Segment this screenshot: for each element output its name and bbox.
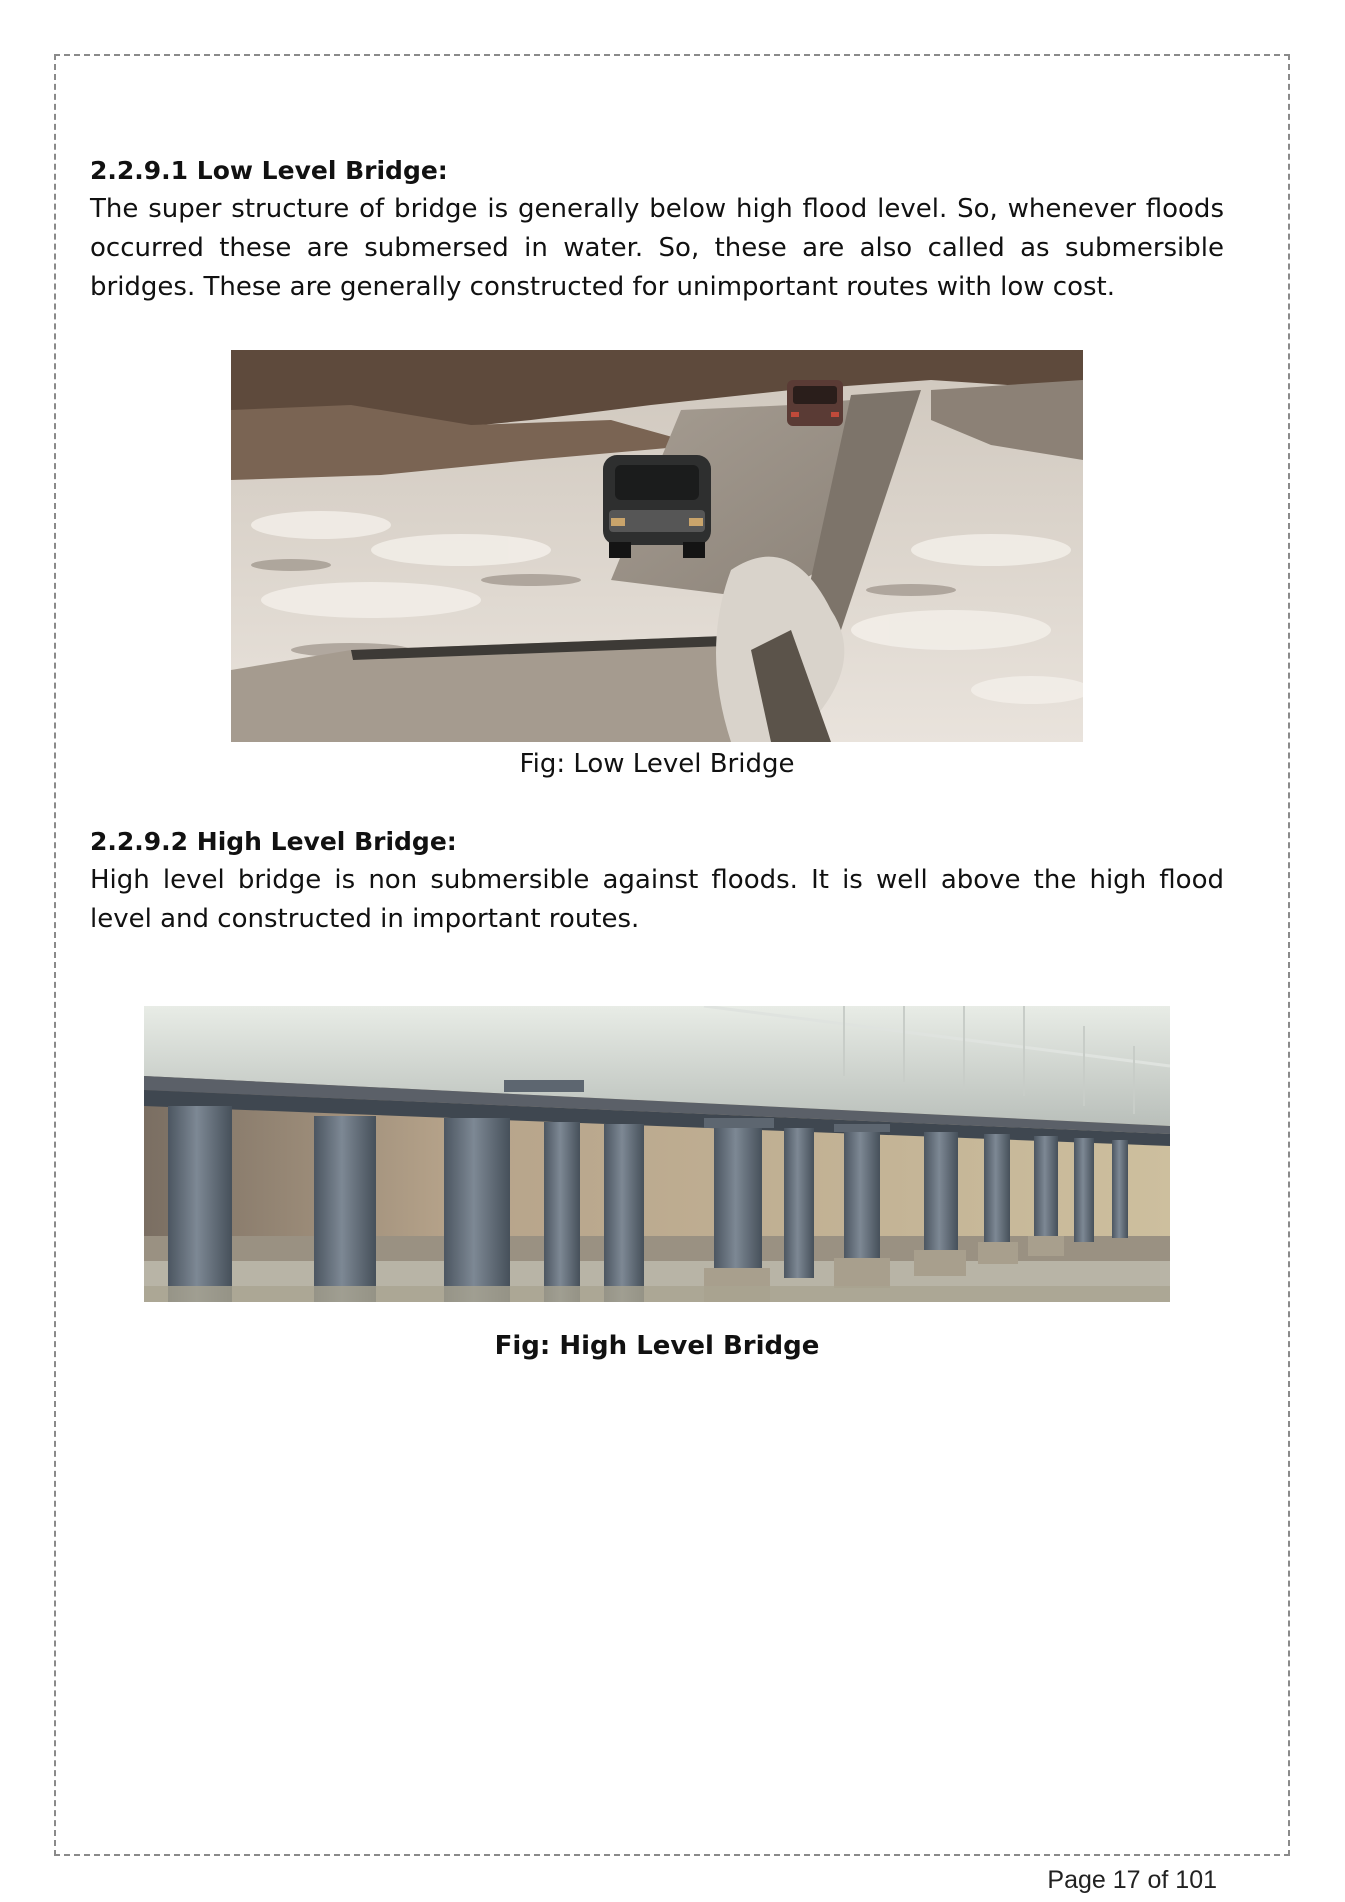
section-paragraph: High level bridge is non submersible against floods. It is well above the high flood level and constructed in important routes. bbox=[90, 865, 1224, 934]
section-heading: 2.2.9.1 Low Level Bridge: bbox=[90, 156, 448, 185]
figure-caption: Fig: High Level Bridge bbox=[494, 1331, 820, 1361]
section-paragraph: The super structure of bridge is generally below high flood level. So, whenever floods occurred these are submersed in water. So, these are also called as submersible bridges. These are generally constructed for unimportant routes with low cost. bbox=[90, 194, 1224, 302]
high-level-bridge-photo bbox=[144, 1006, 1170, 1302]
section-high-level-bridge bbox=[90, 823, 1224, 1364]
section-low-level-bridge bbox=[90, 152, 1224, 782]
low-level-bridge-photo bbox=[231, 350, 1083, 742]
figure-caption: Fig: Low Level Bridge bbox=[519, 749, 795, 779]
section-heading: 2.2.9.2 High Level Bridge: bbox=[90, 827, 457, 856]
page-content bbox=[90, 152, 1224, 1364]
page-number: Page 17 of 101 bbox=[1047, 1866, 1217, 1894]
